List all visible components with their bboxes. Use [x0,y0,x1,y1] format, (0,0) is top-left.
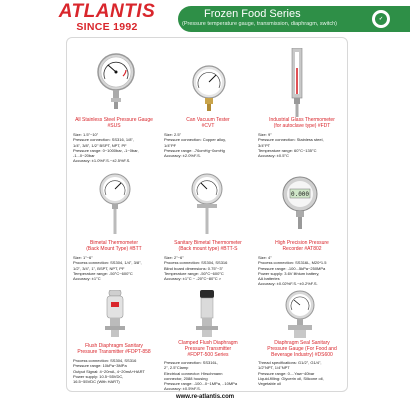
spec-line: Size: 2.5" [164,132,181,137]
product-specs-sus [73,132,139,164]
product-title-btt: Bimetal Thermometer (Back Mount Type) #BTT [86,240,142,252]
spec-line: Size: 4" [258,255,272,260]
spec-line: Accuracy: ±1°C [73,276,101,282]
spec-line: Accuracy: ±2.0%F.S. [164,153,201,159]
spec-line: Pressure range: -100...5kPa~250MPa [258,265,326,271]
spec-line: Blind board dimensions: 0.75"~3" [164,265,223,271]
spec-line: Size: 1"~6" [73,255,93,260]
spec-line: 2", 2.5"Clamp [164,365,189,371]
product-specs-btt-s [164,255,227,281]
spec-line: Pressure range: 0....Yaw~40bar [258,370,315,376]
product-title-fdt: Industrial Glass Thermometer (for autoclave type) #FDT [269,117,335,129]
spec-line: Process connection: SS316L, M20*1.5 [258,260,327,266]
svg-text:0.000: 0.000 [290,191,310,198]
spec-line: Process connection: SS304, 1/4", 3/8", [73,260,142,266]
eco-badge-icon: ✓ [370,8,392,30]
spec-line: 1/4", 3/8", 1/2" BSPT, NPT, PF [73,142,127,148]
spec-line: Output Signal: 4~20mA, 4~20mA+HART [73,368,145,374]
product-title-fdpt-858: Flush Diaphragm Sanitary Pressure Transmitter #FDPT-858 [77,343,151,355]
spec-line: Accuracy: ±0.02%F.S.~±0.2%F.S. [258,281,318,287]
header [0,0,410,36]
brand-name: ATLANTIS [58,1,156,22]
vacuum-tester-image [189,64,229,112]
diaphragm-seal-gauge-image [283,290,317,340]
product-specs-ds600 [258,360,324,386]
spec-line: Pressure range: 10kPa~3MPa [73,363,127,369]
series-subtitle: (Pressure temperature gauge, transmission, diaphragm, switch) [182,21,337,27]
spec-line: 1/4"PF [164,142,177,148]
spec-line: 1/2", 3/4", 1", BSPT, NPT, PF [73,265,125,271]
spec-line: Pressure connection: SS316, 1/8", [73,137,135,143]
product-title-sus: All Stainless Steel Pressure Gauge #SUS [75,117,153,129]
spec-line: Pressure connection: Stainless steel, [258,137,324,143]
spec-line: Accuracy: ±1.0%F.S.~±2.5%F.S. [73,158,131,164]
product-specs-fdpt-858 [73,358,145,384]
glass-thermometer-image [289,48,305,118]
product-title-ds600: Diaphragm Seal Sanitary Pressure Gauge (For Food and Beverage Industry) #DS600 [267,340,337,358]
spec-line: Power supply: 3.6V lithium battery, [258,270,320,276]
spec-line: Pressure range: -100...0~1MPa, ..10MPa [164,381,238,387]
pressure-gauge-image [97,52,135,110]
spec-line: Power supply: 10.5~55VDC, [73,373,124,379]
spec-line: Thread specifications: G1/2", G1/4", [258,360,322,365]
product-title-cvt: Can Vacuum Tester #CVT [186,117,230,129]
spec-line: Process connection: SS304, SS316 [164,260,228,266]
product-title-btt-s: Sanitary Bimetal Thermometer (Back mount type) #BTT-S [174,240,242,252]
spec-line: Temperature range: -50°C~600°C [73,270,133,276]
spec-line: Temperature range: -50°C~600°C [164,270,224,276]
pressure-recorder-image [279,176,321,230]
spec-line: Accuracy: ±0.5°C [258,153,289,159]
website-link[interactable]: www.re-atlantis.com [175,394,235,400]
spec-line: Vegetable oil [258,381,281,387]
spec-line: 16.5~55VDC (With HART) [73,379,120,385]
spec-line: 1/2"NPT, 1/4"NPT [258,365,290,371]
product-panel [66,37,348,392]
spec-line: Electrical connector: Hirschmann [164,370,223,376]
spec-line: AA batteries [258,276,280,282]
spec-line: 3/4"PT [258,142,271,148]
bimetal-thermometer-image [97,173,133,235]
spec-line: -1...0~20bar [73,153,95,159]
product-specs-btt [73,255,142,281]
spec-line: Size: 2"~6" [164,255,184,260]
spec-line: connector, 2088 housing [164,375,208,381]
spec-line: Pressure range: -76cmHg~0cmHg [164,147,225,153]
product-specs-fdt [258,132,324,158]
spec-line: Accuracy: ±0.5%F.S. [164,386,201,392]
spec-line: Size: 1.5"~10" [73,132,99,137]
series-title: Frozen Food Series [204,8,301,20]
product-title-at802: High Precision Pressure Recorder #AT802 [275,240,329,252]
brand-since: SINCE 1992 [76,21,138,33]
spec-line: Size: 9" [258,132,272,137]
spec-line: Liquid-filling: Glycerin oil, Silicone oil, [258,375,324,381]
spec-line: Pressure range: 0~1000bar, -1~0bar, [73,147,139,153]
sanitary-bimetal-image [189,173,225,235]
flush-transmitter-image [102,290,128,338]
spec-line: Temperature range: 60°C~135°C [258,147,317,153]
brand-logo [52,2,162,33]
product-title-fdpt-500: Clamped Flush Diaphragm Pressure Transmitter #FDPT-500 Series [178,340,238,358]
spec-line: Accuracy: ±1°C ~ -20°C~80°C > [164,276,222,282]
product-specs-fdpt-500 [164,360,237,392]
spec-line: Process connection: SS304, SS316 [73,358,137,363]
product-specs-at802 [258,255,327,287]
product-specs-cvt [164,132,226,158]
clamped-transmitter-image [194,290,220,338]
spec-line: Pressure connection: Copper alloy, [164,137,226,143]
spec-line: Pressure connection: SS316L, [164,360,219,365]
